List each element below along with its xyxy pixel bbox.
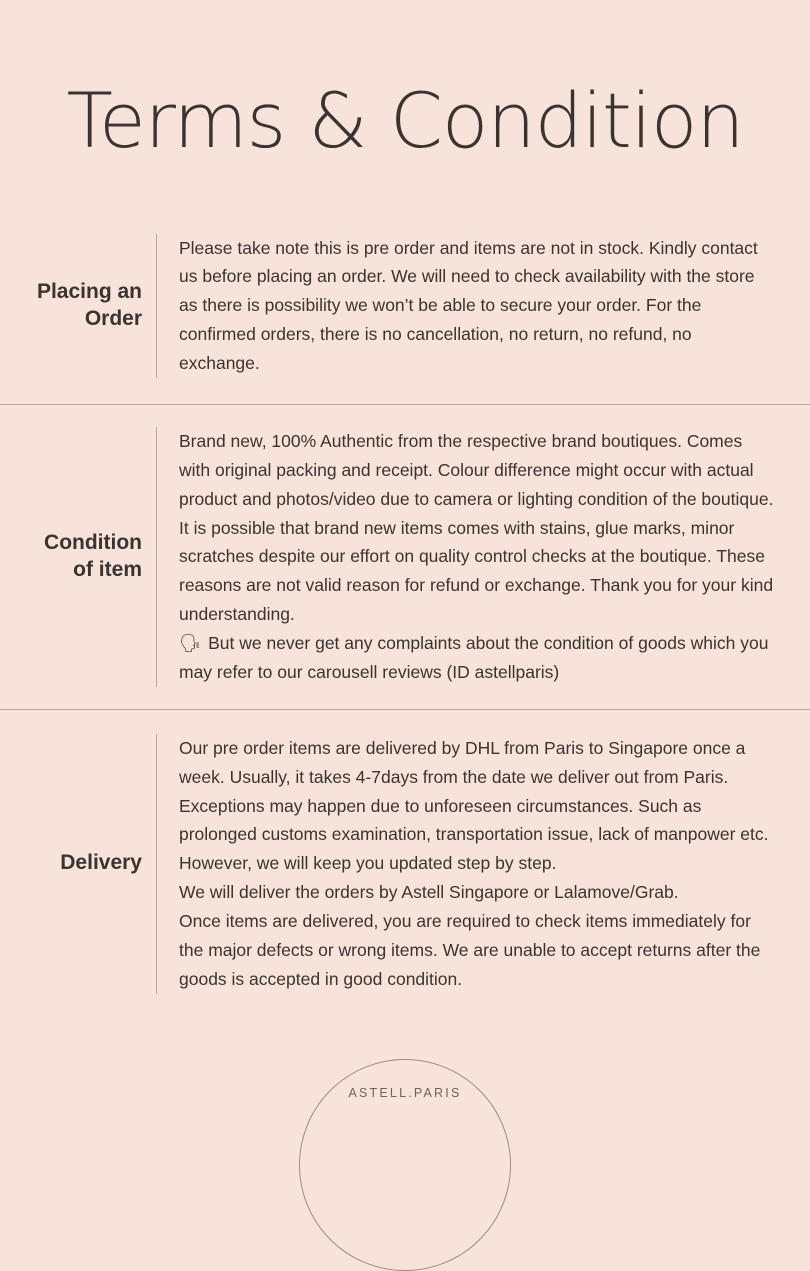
footer-stamp-area — [0, 1041, 810, 1131]
section-body-delivery — [156, 734, 776, 994]
paragraph-note — [179, 629, 776, 687]
section-label-condition-of-item: Condition of item — [44, 531, 142, 581]
section-placing-an-order — [0, 212, 810, 404]
section-body-placing-an-order — [156, 234, 776, 378]
paragraph: Once items are delivered, you are required to check items immediately for the major defects or wrong items. We are unable to accept returns after the goods is accepted in good condition. — [179, 911, 761, 989]
section-delivery — [0, 710, 810, 1004]
section-label-placing-an-order: Placing an Order — [36, 279, 142, 330]
paragraph: Brand new, 100% Authentic from the respective brand boutiques. Comes with original packing and receipt. Colour difference might occur with actual product and photos/video due to camera or lighting condition of the boutique. It is possible that brand new items comes with stains, glue marks, minor scratches despite our effort on quality control checks at the boutique. These reasons are not valid reason for refund or exchange. Thank you for your kind understanding. — [179, 430, 774, 625]
paragraph: Our pre order items are delivered by DHL from Paris to Singapore once a week. Usually, it takes 4-7days from the date we deliver out from Paris. Exceptions may happen due to unforeseen circumstances. Such as prolonged customs examination, transportation issue, lack of manpower etc. However, we will keep you updated step by step. — [179, 737, 769, 874]
circular-stamp — [299, 1059, 511, 1271]
page-title: Terms & Condition — [66, 75, 744, 165]
stamp-label: ASTELL.PARIS — [348, 1085, 462, 1100]
section-condition-of-item — [0, 405, 810, 709]
section-body-condition-of-item — [156, 427, 776, 687]
note-text: But we never get any complaints about the condition of goods which you may refer to our carousell reviews (ID astellparis) — [179, 633, 769, 682]
paragraph: We will deliver the orders by Astell Singapore or Lalamove/Grab. — [179, 882, 679, 903]
section-label-delivery: Delivery — [60, 851, 142, 875]
paragraph: Please take note this is pre order and items are not in stock. Kindly contact us before placing an order. We will need to check availability with the store as there is possibility we won’t be able to secure your order. For the confirmed orders, there is no cancellation, no return, no refund, no exchange. — [179, 237, 758, 374]
speaking-head-icon: 🗣 — [179, 633, 202, 654]
terms-and-conditions-page — [0, 51, 810, 1131]
